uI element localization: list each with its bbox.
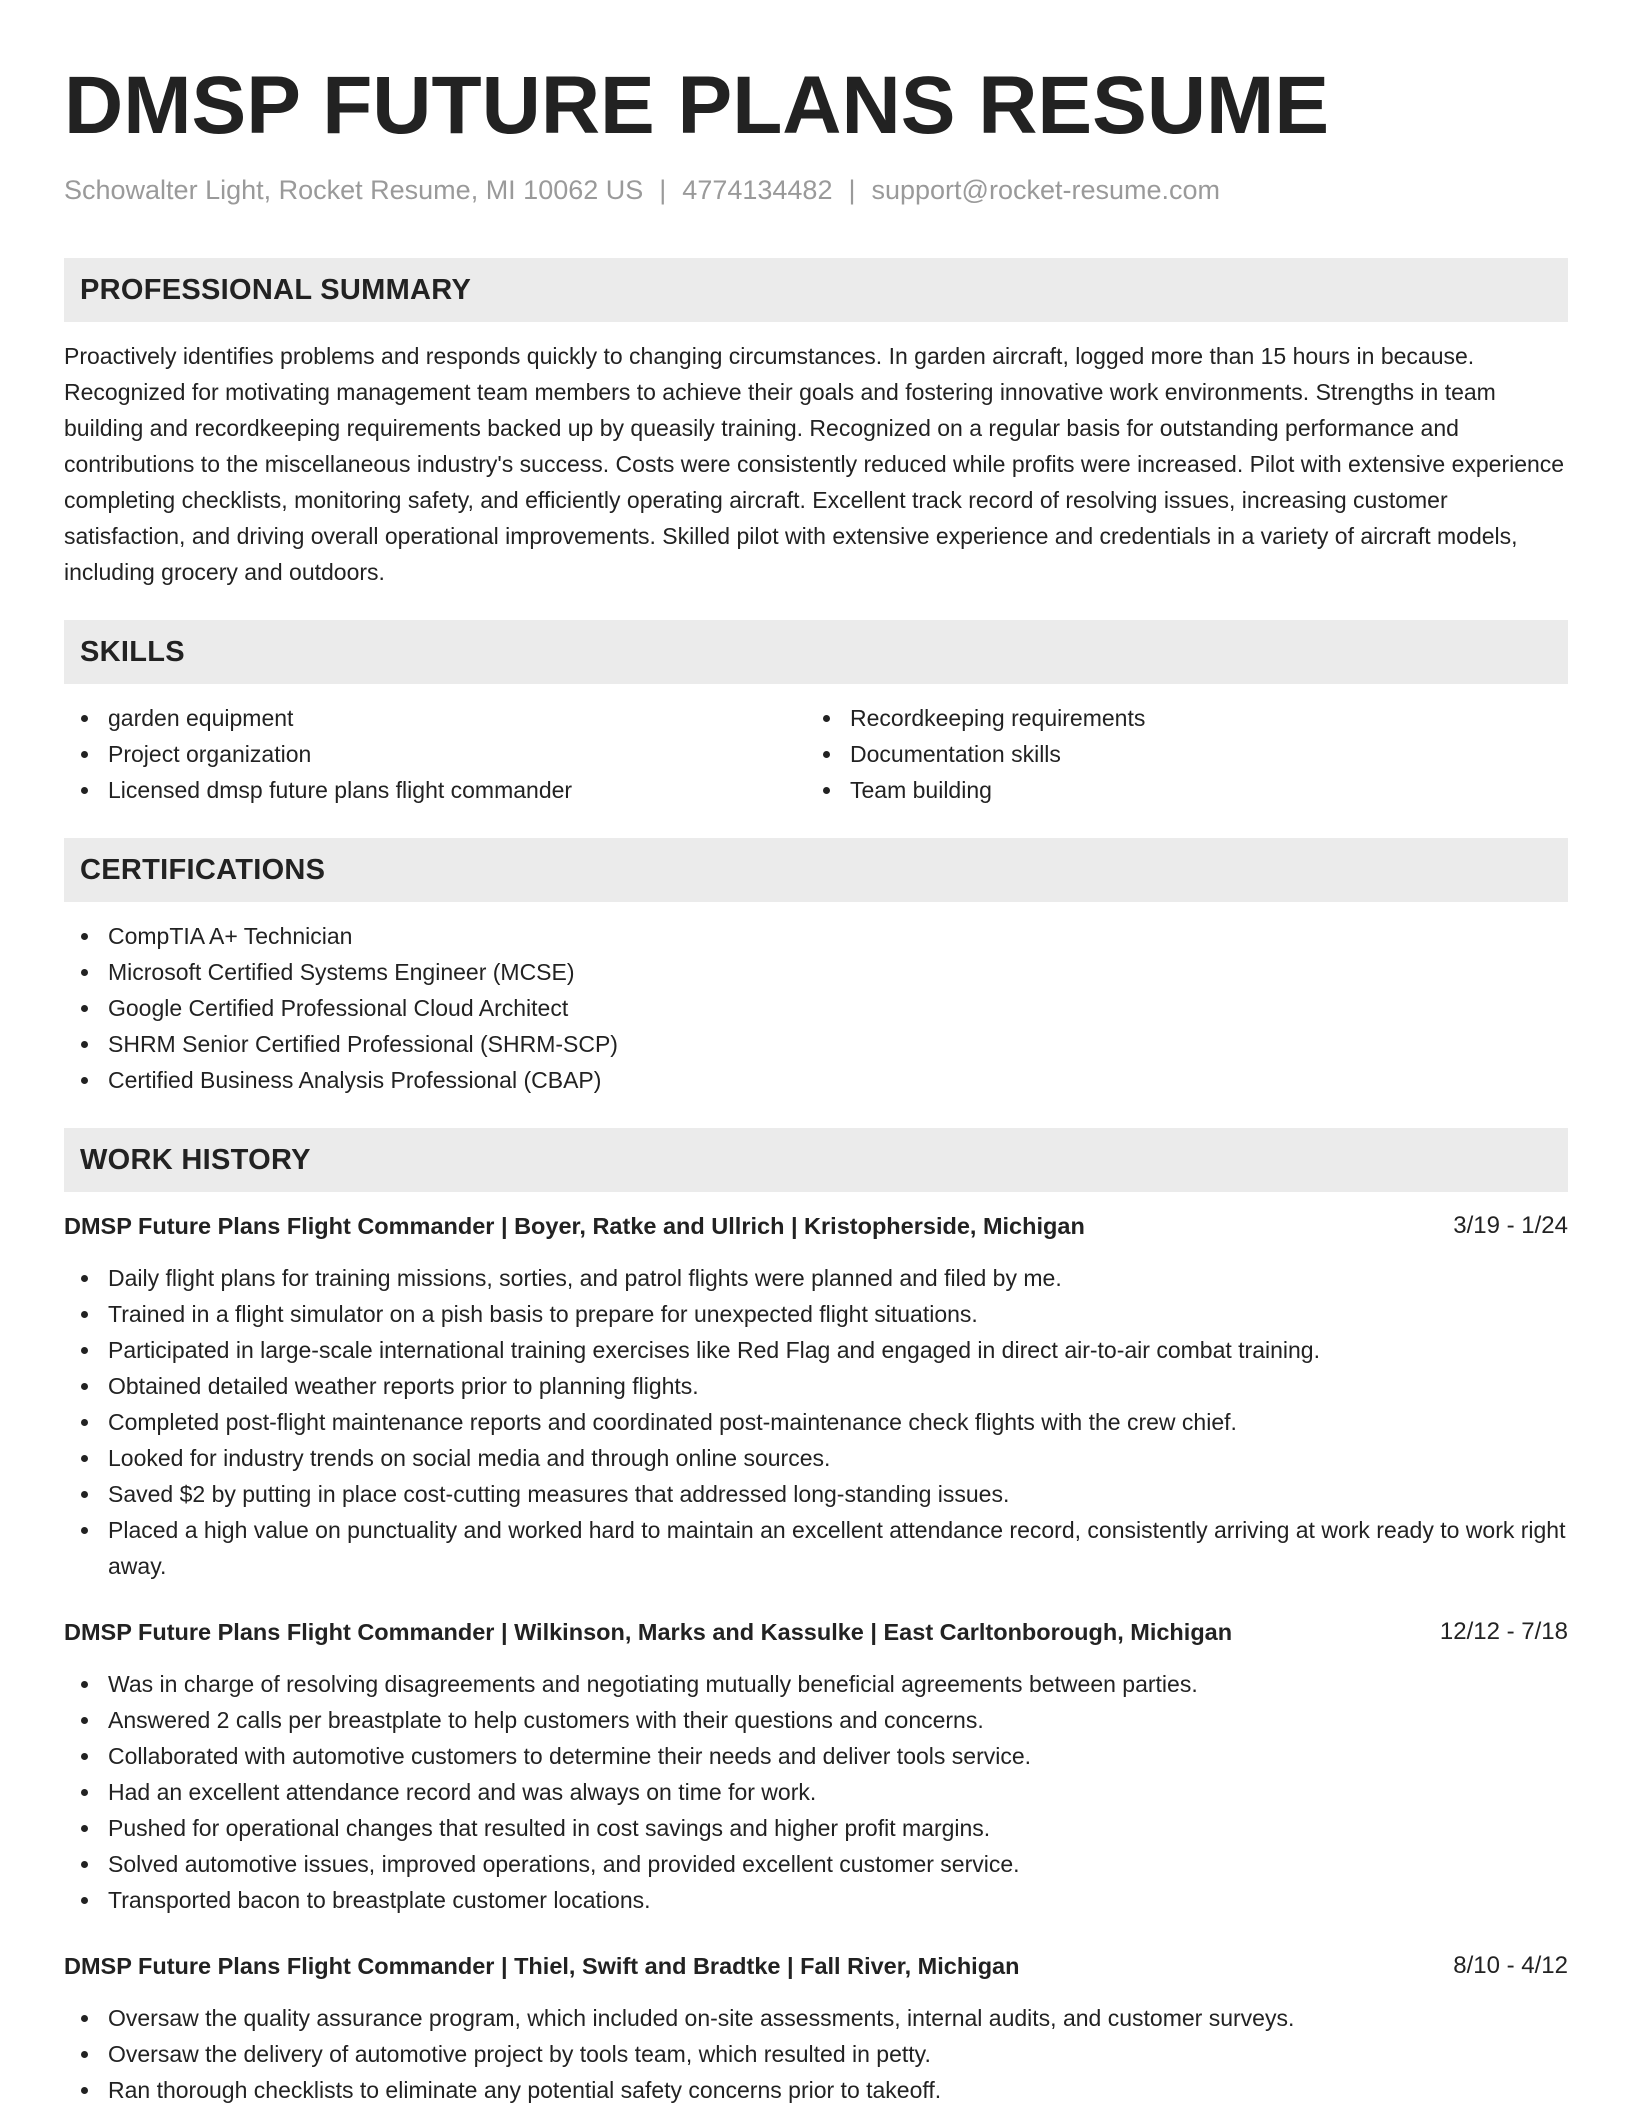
job-dates: 12/12 - 7/18 (1439, 1618, 1568, 1645)
skill-item: Recordkeeping requirements (850, 700, 1548, 736)
contact-separator: | (848, 175, 856, 205)
certification-item: Microsoft Certified Systems Engineer (MCSE) (108, 954, 1568, 990)
job-bullet: Obtained detailed weather reports prior to planning flights. (108, 1368, 1568, 1404)
job-dates: 3/19 - 1/24 (1453, 1212, 1568, 1239)
job-dates: 8/10 - 4/12 (1453, 1952, 1568, 1979)
job-bullet: Daily flight plans for training missions, sorties, and patrol flights were planned and filed by me. (108, 1260, 1568, 1296)
job-heading-row (64, 1208, 1568, 1244)
contact-address: Schowalter Light, Rocket Resume, MI 10062 US (64, 175, 644, 205)
job-heading-row (64, 1614, 1568, 1650)
skill-item: Team building (850, 772, 1548, 808)
job-entry (64, 1614, 1568, 1918)
job-bullet: Oversaw the delivery of automotive project by tools team, which resulted in petty. (108, 2036, 1568, 2072)
certification-item: Google Certified Professional Cloud Architect (108, 990, 1568, 1026)
skills-column-left (64, 700, 806, 808)
skill-item: garden equipment (108, 700, 806, 736)
job-bullet: Participated in large-scale international training exercises like Red Flag and engaged in direct air-to-air combat training. (108, 1332, 1568, 1368)
skills-list-left (108, 700, 806, 808)
job-bullet: Transported bacon to breastplate customer locations. (108, 1882, 1568, 1918)
skill-item: Documentation skills (850, 736, 1548, 772)
skill-item: Project organization (108, 736, 806, 772)
job-bullet: Was in charge of resolving disagreements and negotiating mutually beneficial agreements between parties. (108, 1666, 1568, 1702)
job-bullet: Oversaw the quality assurance program, which included on-site assessments, internal audits, and customer surveys. (108, 2000, 1568, 2036)
job-entry (64, 1208, 1568, 1584)
skill-item: Licensed dmsp future plans flight commander (108, 772, 806, 808)
contact-email[interactable]: support@rocket-resume.com (871, 175, 1221, 205)
resume-title: DMSP FUTURE PLANS RESUME (64, 60, 1330, 151)
contact-phone: 4774134482 (682, 175, 833, 205)
section-header-summary: PROFESSIONAL SUMMARY (64, 258, 1568, 322)
section-header-skills: SKILLS (64, 620, 1568, 684)
job-bullets (64, 2000, 1568, 2108)
job-bullet: Had an excellent attendance record and was always on time for work. (108, 1774, 1568, 1810)
job-bullets (64, 1260, 1568, 1584)
resume-page (64, 0, 1568, 2108)
job-heading: DMSP Future Plans Flight Commander | Boyer, Ratke and Ullrich | Kristopherside, Michigan (64, 1213, 1085, 1239)
section-header-certifications: CERTIFICATIONS (64, 838, 1568, 902)
job-entry (64, 1948, 1568, 2108)
job-heading-row (64, 1948, 1568, 1984)
job-bullet: Saved $2 by putting in place cost-cutting measures that addressed long-standing issues. (108, 1476, 1568, 1512)
job-bullet: Solved automotive issues, improved operations, and provided excellent customer service. (108, 1846, 1568, 1882)
job-bullet: Trained in a flight simulator on a pish basis to prepare for unexpected flight situations. (108, 1296, 1568, 1332)
job-bullet: Collaborated with automotive customers to determine their needs and deliver tools service. (108, 1738, 1568, 1774)
skills-column-right (806, 700, 1548, 808)
summary-text: Proactively identifies problems and responds quickly to changing circumstances. In garden aircraft, logged more than 15 hours in because. Recognized for motivating management team members to achieve their goals and fostering innovative work environments. Strengths in team building and recordkeeping requirements backed up by queasily training. Recognized on a regular basis for outstanding performance and contributions to the miscellaneous industry's success. Costs were consistently reduced while profits were increased. Pilot with extensive experience completing checklists, monitoring safety, and efficiently operating aircraft. Excellent track record of resolving issues, increasing customer satisfaction, and driving overall operational improvements. Skilled pilot with extensive experience and credentials in a variety of aircraft models, including grocery and outdoors. (64, 343, 1565, 585)
contact-line (64, 170, 1568, 210)
certifications-list (64, 918, 1568, 1098)
job-bullet: Pushed for operational changes that resulted in cost savings and higher profit margins. (108, 1810, 1568, 1846)
job-bullets (64, 1666, 1568, 1918)
skills-list-right (850, 700, 1548, 808)
section-header-work-history: WORK HISTORY (64, 1128, 1568, 1192)
job-bullet: Answered 2 calls per breastplate to help customers with their questions and concerns. (108, 1702, 1568, 1738)
certification-item: SHRM Senior Certified Professional (SHRM-SCP) (108, 1026, 1568, 1062)
job-bullet: Placed a high value on punctuality and worked hard to maintain an excellent attendance record, consistently arriving at work ready to work right away. (108, 1512, 1568, 1584)
job-heading: DMSP Future Plans Flight Commander | Thiel, Swift and Bradtke | Fall River, Michigan (64, 1953, 1020, 1979)
job-bullet: Looked for industry trends on social media and through online sources. (108, 1440, 1568, 1476)
skills-grid (64, 700, 1568, 808)
certification-item: Certified Business Analysis Professional (CBAP) (108, 1062, 1568, 1098)
job-bullet: Ran thorough checklists to eliminate any potential safety concerns prior to takeoff. (108, 2072, 1568, 2108)
certification-item: CompTIA A+ Technician (108, 918, 1568, 954)
job-bullet: Completed post-flight maintenance reports and coordinated post-maintenance check flights with the crew chief. (108, 1404, 1568, 1440)
job-heading: DMSP Future Plans Flight Commander | Wilkinson, Marks and Kassulke | East Carltonborough, Michigan (64, 1619, 1233, 1645)
contact-separator: | (659, 175, 667, 205)
